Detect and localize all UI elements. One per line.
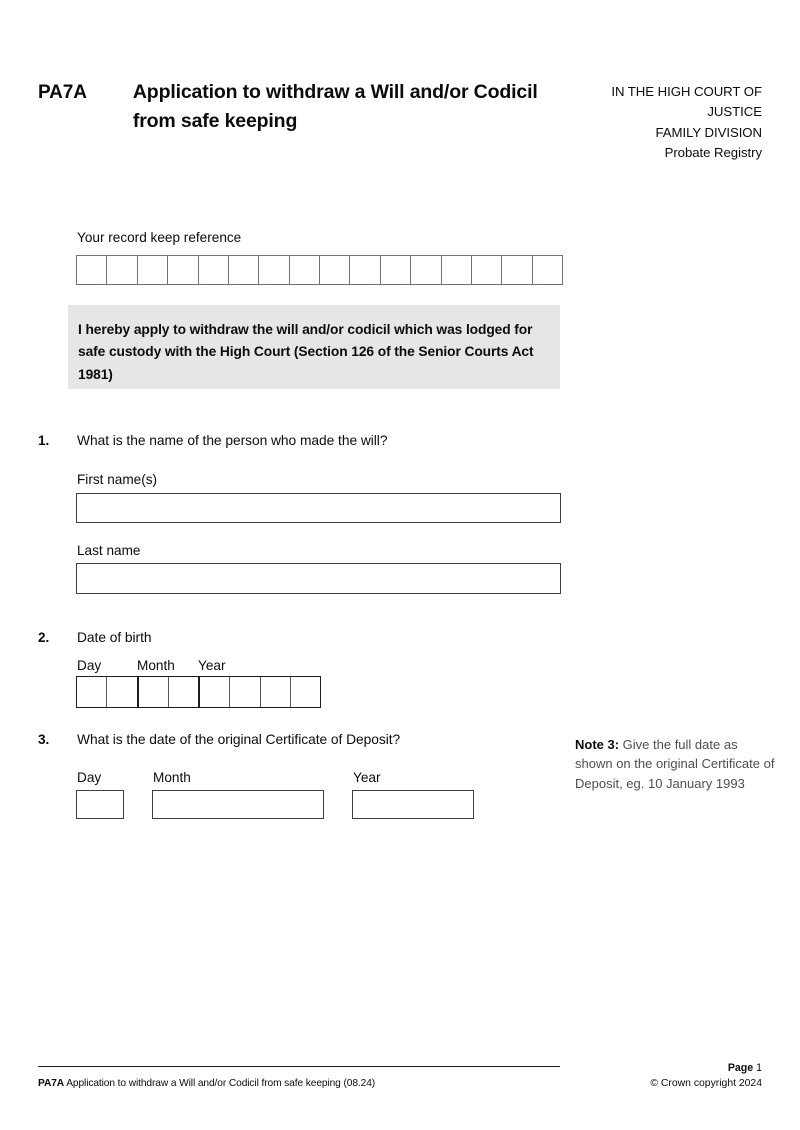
dob-cell[interactable] <box>169 677 200 707</box>
last-name-label: Last name <box>77 543 141 558</box>
certificate-month-label: Month <box>153 770 191 785</box>
record-reference-cell[interactable] <box>259 256 289 284</box>
dob-cell[interactable] <box>291 677 320 707</box>
court-line-4: Probate Registry <box>664 145 762 161</box>
question-2-text: Date of birth <box>77 630 152 645</box>
record-reference-cell[interactable] <box>533 256 562 284</box>
question-1-text: What is the name of the person who made the will? <box>77 433 388 448</box>
page-title: Application to withdraw a Will and/or Codicil from safe keeping <box>132 81 538 132</box>
record-reference-cell[interactable] <box>442 256 472 284</box>
certificate-day-label: Day <box>77 770 102 785</box>
date-of-birth-input[interactable] <box>76 676 321 708</box>
dob-cell[interactable] <box>139 677 169 707</box>
court-line-1: IN THE HIGH COURT OF <box>611 84 762 99</box>
record-reference-cell[interactable] <box>138 256 168 284</box>
dob-cell[interactable] <box>77 677 107 707</box>
record-reference-cell[interactable] <box>472 256 502 284</box>
dob-cell[interactable] <box>261 677 291 707</box>
certificate-year-label: Year <box>353 770 381 785</box>
note-3-label: Note 3: <box>575 737 620 752</box>
court-heading <box>611 78 762 164</box>
first-name-label: First name(s) <box>77 472 158 487</box>
last-name-input[interactable] <box>76 563 561 594</box>
note-3 <box>575 735 775 793</box>
dob-cell[interactable] <box>230 677 260 707</box>
question-3-number: 3. <box>38 732 50 747</box>
certificate-year-input[interactable] <box>352 790 474 819</box>
record-reference-cell[interactable] <box>320 256 350 284</box>
first-name-input[interactable] <box>76 493 561 523</box>
record-reference-cell[interactable] <box>381 256 411 284</box>
note-3-text: Give the full date as shown on the original Certificate of Deposit, eg. 10 January 1993 <box>575 737 775 791</box>
declaration-text: I hereby apply to withdraw the will and/or codicil which was lodged for safe custody with the High Court (Section 126 of the Senior Courts Act 1981) <box>78 322 534 382</box>
footer-form-description: Application to withdraw a Will and/or Codicil from safe keeping (08.24) <box>64 1078 376 1089</box>
record-reference-cell[interactable] <box>168 256 198 284</box>
question-2-number: 2. <box>38 630 50 645</box>
footer-form-reference <box>38 1078 375 1089</box>
record-reference-cell[interactable] <box>199 256 229 284</box>
dob-cell[interactable] <box>200 677 230 707</box>
title-block <box>38 78 563 136</box>
certificate-day-input[interactable] <box>76 790 124 819</box>
dob-cell[interactable] <box>107 677 138 707</box>
form-code: PA7A <box>38 82 87 103</box>
dob-day-label: Day <box>77 658 102 673</box>
question-3-text: What is the date of the original Certificate of Deposit? <box>77 732 401 747</box>
record-reference-cell[interactable] <box>290 256 320 284</box>
dob-year-label: Year <box>198 658 226 673</box>
question-1-number: 1. <box>38 433 50 448</box>
record-reference-input[interactable] <box>76 255 563 285</box>
record-reference-cell[interactable] <box>77 256 107 284</box>
page-value: 1 <box>753 1062 762 1074</box>
dob-month-label: Month <box>137 658 175 673</box>
court-line-2: JUSTICE <box>707 104 762 120</box>
record-reference-cell[interactable] <box>411 256 441 284</box>
record-reference-cell[interactable] <box>107 256 137 284</box>
footer-divider <box>38 1066 560 1067</box>
record-reference-cell[interactable] <box>229 256 259 284</box>
page-label: Page <box>727 1062 754 1074</box>
copyright-notice: © Crown copyright 2024 <box>650 1078 762 1089</box>
certificate-month-input[interactable] <box>152 790 324 819</box>
court-line-3: FAMILY DIVISION <box>655 124 762 140</box>
record-reference-cell[interactable] <box>502 256 532 284</box>
page-header <box>38 78 762 164</box>
record-reference-cell[interactable] <box>350 256 380 284</box>
page-number <box>728 1062 762 1074</box>
record-reference-label: Your record keep reference <box>77 230 242 245</box>
declaration-box <box>68 305 560 389</box>
footer-form-code: PA7A <box>38 1078 65 1089</box>
